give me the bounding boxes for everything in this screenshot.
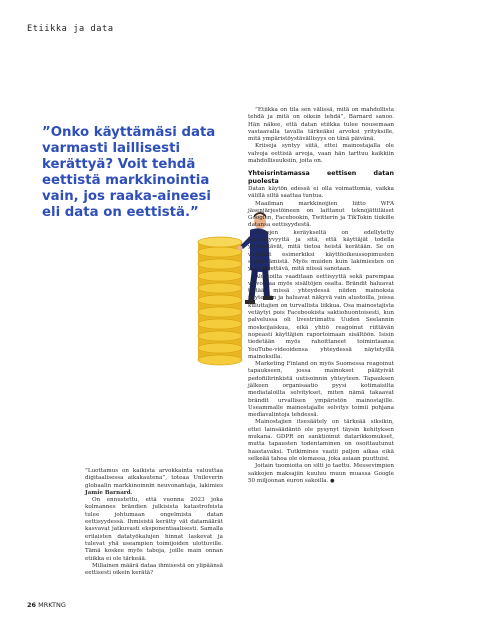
pullquote: ”Onko käyttämäsi data varmasti laillisesti kerättyä? Voit tehdä eettistä markkinointia vain, jos raaka-aineesi eli data on eettistä.”	[42, 125, 216, 220]
right-paragraph-1: ”Etiikka on tila sen välissä, mitä on mahdollista tehdä ja mitä on oikein tehdä”, Barnard sanoo. Hän näkee, että datan etiikka tulee nousemaan vastaavalla tavalla tärkeäksi arvoksi yrityksille, mitä ympäristöystävällisyys on tänä päivänä.	[248, 107, 394, 143]
coin-stack	[198, 237, 242, 365]
right-paragraph-3: Datan käytön edessä ei olla voimattomia, vaikka välillä siltä saattaa tuntua.	[248, 185, 394, 200]
right-paragraph-2: Kriiseja syntyy siitä, ettei mainostajalla ole valvoja eettisiä arvoja, vaan hän tarttuu kaikkiin mahdollisuuksiin, joita on.	[248, 143, 394, 165]
right-paragraph-8: Mainostajien itsesäätely on tärkeää siksikin, ettei lainsäädäntö ole pysynyt täysin kehityksen mukana. GDPR on sanktioinut datarikkomukset, mutta tapausten todentaminen on osoittautunut haastavaksi. Tutkimines vaatii paljon aikaa eikä selkeää tahoa ole olemassa, joka asiaan puuttuisi.	[248, 419, 394, 462]
right-text-column	[248, 107, 394, 485]
right-paragraph-9: Joitain tuomioita on silti jo taettu. Messevimpien sakkojen maksajiin kuuluu muun muassa Google 50 miljoonan euron sakoilla. ●	[248, 463, 394, 484]
quoted-person-name: Jamie Barnard	[85, 489, 131, 496]
page-number: 26	[27, 601, 37, 609]
right-paragraph-6: Alustoilta vaaditaan eettisyyttä sekä parempaa valvontaa myös sisältöjen osalta. Brändit haluavat tietää missä yhteydessä niiden mainoksia näytetään ja haluavat näkyvä vain alustoilla, joissa kuluttajien on turvallista liikkua. Osa mainostajista vetäytyi pois Facebookista saktiohuontoisesti, kun palvelussa oli livestriimattu Uuden Seelannin moskeijaiskua, eikä yhtiö reagoinut riittävän nopeasti käyttäjien raportoimaan sisältöön. Isisin tiedetään myös rahoittaneet toimintaansa YouTube-videoidensa yhteydessä näytetyillä mainoksilla.	[248, 273, 394, 360]
magazine-name: MRKTNG	[38, 601, 66, 609]
right-paragraph-5: Tietojen keräykseltä on edellytetty läpinäkyvyyttä ja sitä, että käyttäjät todella ymmärtävät, mitä tietoa heistä kerätään. Se on vaatinut esimerkiksi käyttöoikeussopimusten selkiyttämistä. Myös muiden kuin lakimiesten on ymmärrettävä, mitä niissä sanotaan.	[248, 229, 394, 273]
left-paragraph-3: Millainen määrä dataa ihmisestä on ylipäänsä eettisesti oikein kerätä?	[85, 562, 223, 577]
page-footer	[27, 601, 66, 609]
subheading: Yhteisrintamassa eettisen datan puolesta	[248, 170, 394, 185]
left-text-column	[85, 468, 223, 577]
right-paragraph-7: Marketing Finland on myös Suomessa reagoinut tapaukseen, jossa mainokset päätyivät pedofiilirinkistä uutisoinnin yhteyteen. Tapauksen jälkeen organisaatio pyysi kotimaisilta mediataloilta selvitykset, miten nämä takaavat brändit urvallisen ympäristön mainostajille. Useammalle mainostajalle selvitys toimii pohjana mediavalintoja tehdessä.	[248, 361, 394, 419]
end-mark: ●	[330, 477, 335, 484]
left-paragraph-1: ”Luottamus on kaikista arvokkainta valuuttaa digitaalisessa aikakautena”, toteaa Unileverin globaalin markkinoinnin neuvonantaja, lakimies Jamie Barnard.	[85, 468, 223, 496]
section-label: Etiikka ja data	[27, 24, 114, 34]
right-paragraph-4: Maailman markkinoijien liitto WFA jäsenjärjestöineen on laittanut teknojättiläiset Googlen, Facebookin, Twitterin ja TikTokin tiukille datansa eettisyydestä.	[248, 200, 394, 229]
left-paragraph-2: On ennustettu, että vuonna 2023 joka kolmannes brändien julkisista katastrofeista tulee johtumaan ongelmista datan eettisyydessä. Ihmisistä kerätty vät datamäärät kasvavat jatkuvasti eksponentiaalisesti. Samalla erilaisten datatyökalujen hinnat laskevat ja tulevat yhä useampien toimijoiden ulottuville. Tämä koskee myös taboja, joille main onnan etiikka ei ole tärkeää.	[85, 497, 223, 562]
